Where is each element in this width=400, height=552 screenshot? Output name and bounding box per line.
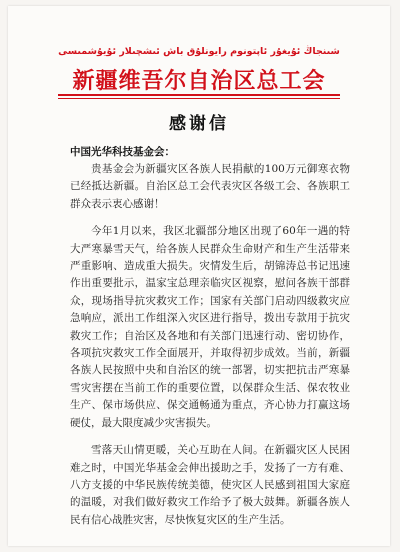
paragraph-appreciation: 雪落天山情更暖，关心互助在人间。在新疆灾区人民困难之时，中国光华基金会伸出援助之手，发扬了一方有难、八方支援的中华民族传统美德，使灾区人民感到祖国大家庭的温暖，对我们做好救灾工作给予了极大鼓舞。新疆各族人民有信心战胜灾害，尽快恢复灾区的生产生活。	[70, 444, 350, 526]
letter-page	[8, 6, 390, 546]
letterhead-uyghur-name: شىنجاڭ ئۇيغۇر ئاپتونوم رايونلۇق باش ئىشچىلار ئۇيۇشمىسى	[58, 46, 340, 57]
paragraph-thanks: 贵基金会为新疆灾区各族人民捐献的100万元御寒衣物已经抵达新疆。自治区总工会代表灾区各级工会、各族职工群众表示衷心感谢！	[70, 163, 350, 210]
letterhead-rule-thin	[58, 98, 340, 99]
salutation: 中国光华科技基金会：	[70, 146, 175, 158]
paragraph-gap	[70, 213, 350, 223]
letter-title: 感谢信	[169, 114, 229, 134]
letter-body	[70, 144, 350, 529]
letterhead-organization-name: 新疆维吾尔自治区总工会	[72, 68, 326, 94]
letterhead-rule-thick	[58, 94, 340, 96]
paragraph-gap	[70, 432, 350, 442]
paragraph-disaster-situation: 今年1月以来，我区北疆部分地区出现了60年一遇的特大严寒暴雪天气，给各族人民群众生命财产和生产生活带来严重影响、造成重大损失。灾情发生后，胡锦涛总书记迅速作出重要批示，温家宝总理亲临灾区视察，慰问各族干部群众，现场指导抗灾救灾工作；国家有关部门启动四级救灾应急响应，派出工作组深入灾区进行指导，拨出专款用于抗灾救灾工作；自治区及各地和有关部门迅速行动、密切协作，各项抗灾救灾工作全面展开，并取得初步成效。当前，新疆各族人民按照中央和自治区的统一部署，切实把抗击严寒暴雪灾害摆在当前工作的重要位置，以保群众生活、保农牧业生产、保市场供应、保交通畅通为重点，齐心协力打赢这场硬仗，最大限度减少灾害损失。	[70, 225, 350, 429]
